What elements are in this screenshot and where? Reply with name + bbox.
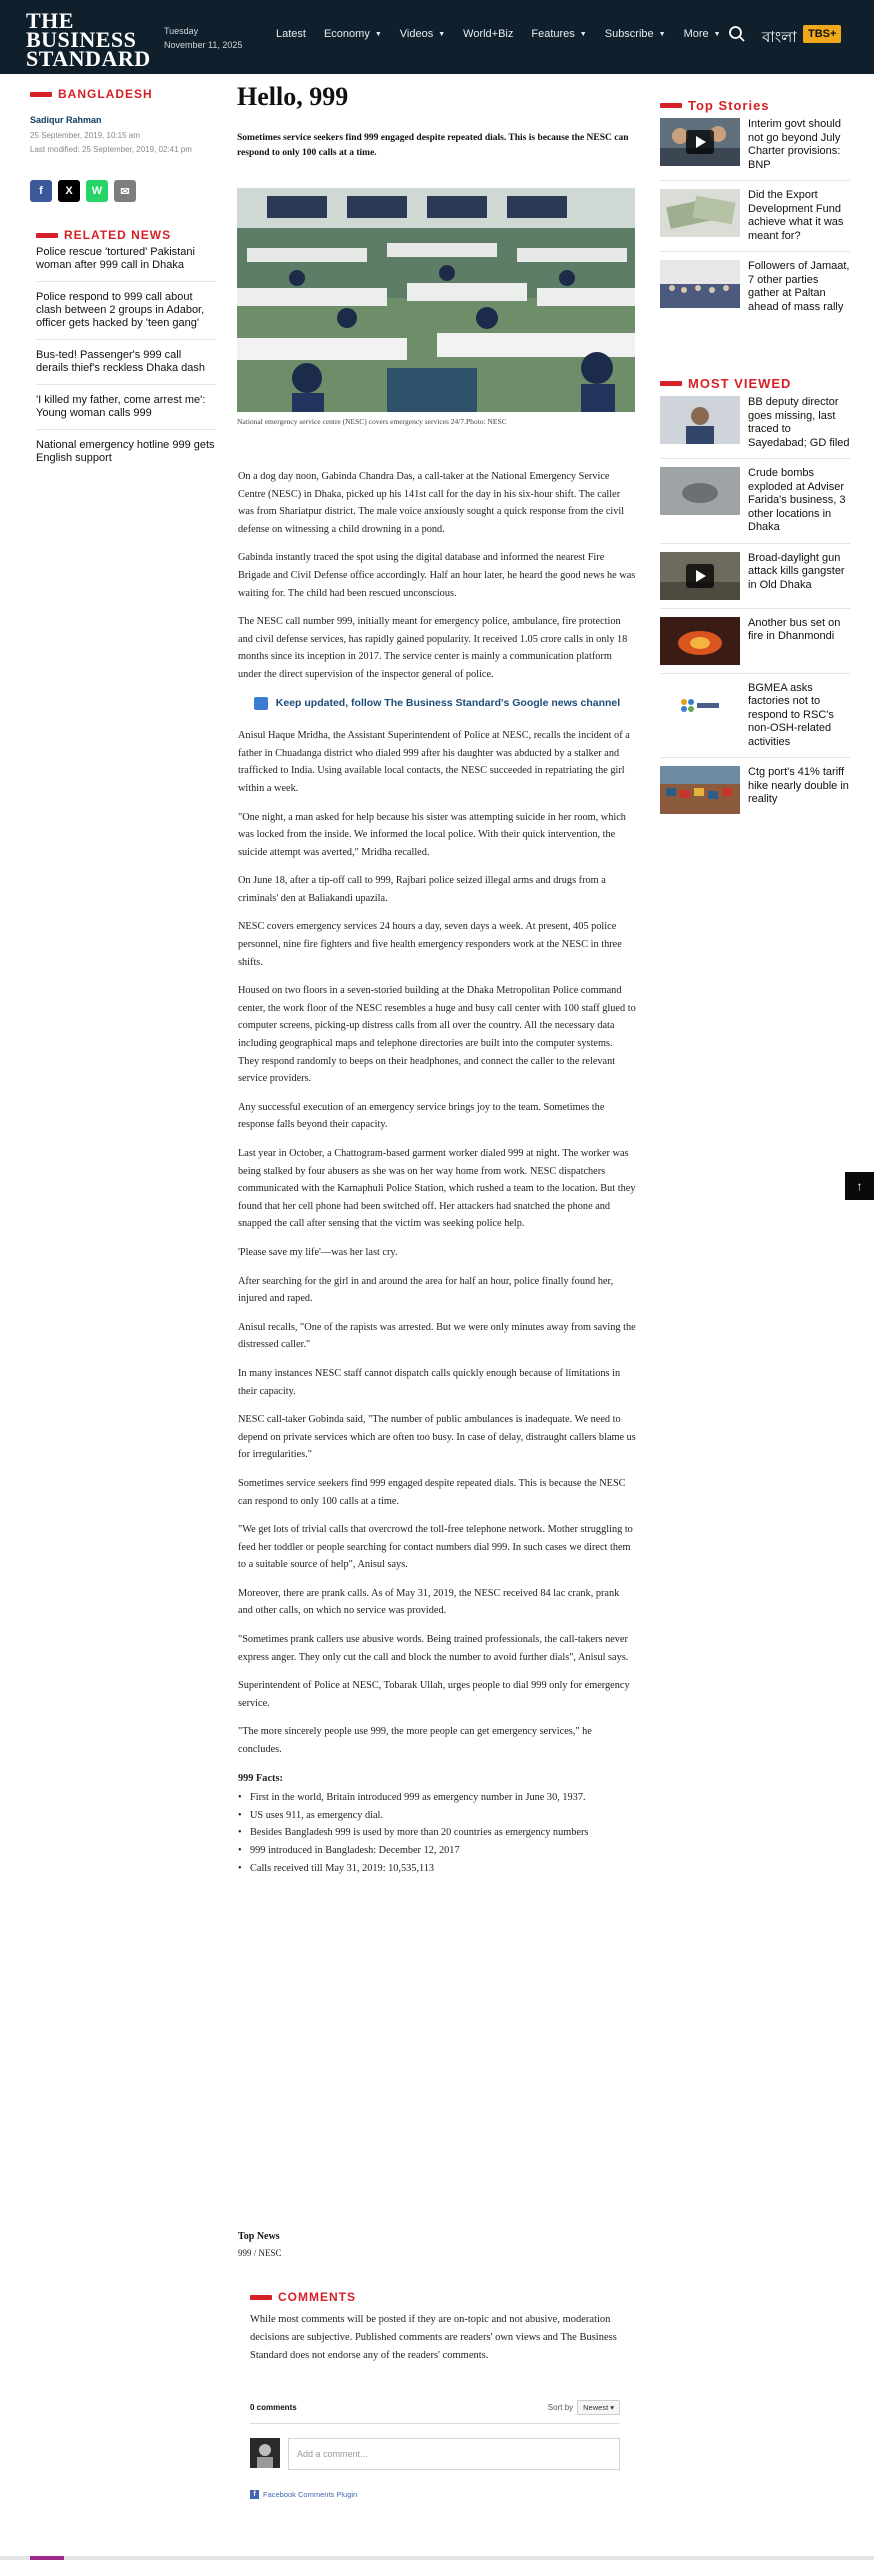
fact-item: • US uses 911, as emergency dial. [238, 1807, 636, 1825]
most-viewed-item[interactable] [660, 766, 850, 822]
section-name: BANGLADESH [58, 87, 153, 101]
hero-image [237, 188, 635, 412]
top-stories-text: Top Stories [688, 98, 770, 113]
top-story-item[interactable] [660, 260, 850, 322]
article-paragraph: After searching for the girl in and around the area for half an hour, police finally found her, injured and raped. [238, 1275, 614, 1305]
tags-title[interactable]: Top News [238, 2231, 280, 2242]
date-day: Tuesday [164, 26, 199, 36]
top-story-item[interactable] [660, 118, 850, 181]
related-news-item[interactable]: Police rescue 'tortured' Pakistani woman after 999 call in Dhaka [36, 246, 216, 282]
story-title: Another bus set on fire in Dhanmondi [748, 616, 841, 642]
related-news-list [36, 246, 216, 483]
logo-line-3: STANDARD [26, 46, 151, 71]
nav-label: Videos [399, 28, 434, 40]
article-paragraph: NESC covers emergency services 24 hours a day, seven days a week. At present, 405 police personnel, nine fire fighters and five health emergency responders work at the NESC in three shifts. [238, 921, 622, 968]
sort-select[interactable]: Newest ▾ [577, 2400, 620, 2415]
author-name[interactable]: Sadiqur Rahman [30, 115, 102, 125]
most-viewed-title [660, 376, 791, 391]
sort-label: Sort by [547, 2403, 574, 2412]
story-title: Followers of Jamaat, 7 other parties gather at Paltan ahead of mass rally [748, 260, 850, 313]
facebook-share-icon[interactable]: f [30, 180, 52, 202]
plugin-label: Facebook Comments Plugin [263, 2490, 358, 2499]
scroll-to-top-button[interactable] [845, 1172, 874, 1200]
related-title-text: RELATED NEWS [64, 228, 172, 242]
story-thumbnail [660, 552, 740, 600]
article-paragraph: Sometimes service seekers find 999 engaged despite repeated dials. This is because the NESC can respond to only 100 calls at a time. [238, 1477, 626, 1507]
most-viewed-text: MOST VIEWED [688, 376, 792, 391]
comment-input[interactable]: Add a comment... [288, 2438, 620, 2470]
story-thumbnail [660, 189, 740, 237]
nav-more[interactable] [684, 28, 721, 40]
facts-list [238, 1789, 636, 1877]
most-viewed-item[interactable] [660, 467, 850, 544]
most-viewed-item[interactable] [660, 396, 850, 459]
thumbnail-image [660, 766, 740, 814]
article-paragraph: Housed on two floors in a seven-storied building at the Dhaka Metropolitan Police command center, the work floor of the NESC resembles a huge and busy call center with 100 staff glued to computer screens, picking-up distress calls from all over the country. All the necessary data including geographical maps and telephone directories are built into the computer systems. They respond randomly to beeps on their headphones, and connect the caller to the relevant service providers. [238, 985, 636, 1085]
published-date: 25 September, 2019, 10:15 am [30, 131, 140, 140]
footer-accent [30, 2556, 64, 2560]
top-stories-title [660, 98, 770, 113]
section-bar [250, 2295, 272, 2300]
article-paragraph: The NESC call number 999, initially meant for emergency police, ambulance, fire protection and civil defense services, has rapidly gained popularity. It received 1.05 crore calls in only 18 months since its inception in 2017. The service center is mainly a communication platform under the direct supervision of the inspector general of police. [238, 616, 628, 680]
article-paragraph: "Sometimes prank callers use abusive words. Being trained professionals, the call-takers never express anger. They only cut the call and block the number to avoid further dials", Anisul says. [238, 1634, 629, 1663]
video-play-icon [686, 130, 714, 154]
google-news-link[interactable] [238, 695, 636, 713]
logo-line-1: THE [26, 8, 74, 33]
call-center-photo [237, 188, 635, 412]
fact-item: • 999 introduced in Bangladesh: December 12, 2017 [238, 1842, 636, 1860]
facebook-icon: f [250, 2490, 259, 2499]
caret-down-icon: ▼ [374, 30, 382, 38]
section-label[interactable] [30, 87, 153, 101]
section-bar [30, 92, 52, 97]
most-viewed-item[interactable] [660, 617, 850, 674]
story-thumbnail [660, 766, 740, 814]
related-news-title [36, 228, 171, 242]
main-nav [276, 28, 739, 40]
nav-world-biz[interactable] [463, 28, 513, 40]
caret-down-icon: ▼ [579, 30, 587, 38]
story-thumbnail [660, 260, 740, 308]
article-paragraph: On June 18, after a tip-off call to 999, Rajbari police seized illegal arms and drugs from a criminals' den at Baliakandi upazila. [238, 875, 606, 904]
fact-item: • First in the world, Britain introduced 999 as emergency number in June 30, 1937. [238, 1789, 636, 1807]
article-intro: Sometimes service seekers find 999 engaged despite repeated dials. This is because the NESC can respond to only 100 calls at a time. [237, 133, 629, 158]
footer-divider [0, 2556, 874, 2560]
facebook-comments [250, 2400, 620, 2499]
story-title: Interim govt should not go beyond July Charter provisions: BNP [748, 118, 841, 171]
nav-videos[interactable] [400, 28, 445, 40]
article-headline: Hello, 999 [237, 82, 349, 111]
x-share-icon[interactable]: X [58, 180, 80, 202]
header-date [164, 24, 242, 52]
top-stories-list [660, 118, 850, 330]
article-paragraph: Superintendent of Police at NESC, Tobarak Ullah, urges people to dial 999 only for emergency service. [238, 1680, 630, 1709]
nav-label: World+Biz [463, 28, 514, 40]
most-viewed-list [660, 396, 850, 830]
google-news-text: Keep updated, follow The Business Standard's Google news channel [275, 696, 621, 709]
nav-label: Subscribe [604, 28, 654, 40]
article-paragraph: Anisul Haque Mridha, the Assistant Superintendent of Police at NESC, recalls the incident of a father in Chuadanga district who dialed 999 after his daughter was abducted by a stalker and trafficked to India. Using available local contacts, the NESC succeeded in repatriating the girl within a week. [238, 730, 630, 794]
thumbnail-image [660, 467, 740, 515]
avatar [250, 2438, 280, 2468]
date-full: November 11, 2025 [164, 40, 243, 50]
article-tags[interactable]: 999 / NESC [238, 2248, 282, 2258]
thumbnail-image [660, 396, 740, 444]
story-thumbnail [660, 467, 740, 515]
article-paragraph: Last year in October, a Chattogram-based garment worker dialed 999 at night. The worker was being stalked by four abusers as she was on her way home from work. NESC dispatchers communicated with the Karnaphuli Police Station, which rushed a team to the location. But they found that her cell phone had been switched off. Her attackers had snatched the phone and snapped the call after sensing that the victim was seeking police help. [238, 1148, 636, 1230]
article-paragraph: In many instances NESC staff cannot dispatch calls quickly enough because of limitations in their capacity. [238, 1367, 621, 1397]
story-title: Crude bombs exploded at Adviser Farida's business, 3 other locations in Dhaka [748, 467, 846, 533]
article-paragraph: Moreover, there are prank calls. As of May 31, 2019, the NESC received 84 lac crank, prank and other calls, on which no service was provided. [238, 1587, 620, 1617]
article-paragraph: "We get lots of trivial calls that overcrowd the toll-free telephone network. Mother struggling to feed her toddler or people searching for contact numbers dial 999. In such cases we direct them to a suitable source of help", Anisul says. [238, 1524, 633, 1571]
bangla-link[interactable]: বাংলা [762, 29, 797, 46]
comment-count: 0 comments [250, 2403, 297, 2412]
caret-down-icon: ▼ [713, 30, 721, 38]
video-play-icon [686, 564, 714, 588]
article-paragraph: NESC call-taker Gobinda said, "The number of public ambulances is inadequate. We need to depend on private services which are often too busy. In case of delay, distraught callers blame us for irregularities." [238, 1414, 636, 1461]
story-thumbnail [660, 118, 740, 166]
search-icon[interactable] [728, 25, 746, 43]
whatsapp-share-icon[interactable]: W [86, 180, 108, 202]
story-title: Ctg port's 41% tariff hike nearly double in reality [748, 766, 849, 805]
fact-item: • Besides Bangladesh 999 is used by more than 20 countries as emergency numbers [238, 1824, 636, 1842]
nav-features[interactable] [531, 28, 586, 40]
article-paragraph: "The more sincerely people use 999, the more people can get emergency services," he concludes. [238, 1726, 592, 1756]
modified-date: Last modified: 25 September, 2019, 02:41 pm [30, 145, 192, 154]
fact-item: • Calls received till May 31, 2019: 10,535,113 [238, 1860, 636, 1878]
arrow-up-icon: ↑ [856, 1179, 863, 1193]
google-news-icon [254, 697, 268, 710]
story-title: Did the Export Development Fund achieve what it was meant for? [748, 189, 844, 242]
comments-title [250, 2290, 356, 2304]
avatar-image [250, 2438, 280, 2468]
related-news-item[interactable]: 'I killed my father, come arrest me': Young woman calls 999 [36, 394, 216, 430]
nav-label: Economy [323, 28, 370, 40]
site-logo[interactable] [26, 8, 151, 71]
email-share-icon[interactable]: ✉ [114, 180, 136, 202]
facebook-plugin-link[interactable] [250, 2490, 620, 2499]
site-header [0, 0, 874, 74]
comments-title-text: COMMENTS [278, 2290, 356, 2304]
article-paragraph: Gabinda instantly traced the spot using the digital database and informed the nearest Fire Brigade and Civil Defense office accordingly. Half an hour later, he heard the good news he was waiting for. The child had been rescued unconscious. [238, 552, 636, 599]
share-buttons [30, 180, 136, 202]
top-story-item[interactable] [660, 189, 850, 252]
section-bar [660, 381, 682, 386]
related-news-item[interactable]: Bus-ted! Passenger's 999 call derails thief's reckless Dhaka dash [36, 349, 216, 385]
nav-label: Latest [276, 28, 306, 40]
sort-control [548, 2400, 620, 2415]
thumbnail-image [660, 617, 740, 665]
related-news-item[interactable]: Police respond to 999 call about clash between 2 groups in Adabor, officer gets hacked by 'teen gang' [36, 291, 216, 340]
story-title: BB deputy director goes missing, last traced to Sayedabad; GD filed [748, 396, 850, 449]
comment-input-row [250, 2438, 620, 2470]
story-thumbnail [660, 617, 740, 665]
article-paragraph: On a dog day noon, Gabinda Chandra Das, a call-taker at the National Emergency Service Centre (NESC) in Dhaka, picked up his 141st call for the day in his six-hour shift. The caller was from Shariatpur district. The male voice anxiously sought a quick response from the civil defense on witnessing a child drowning in a pond. [238, 471, 625, 535]
comments-disclaimer: While most comments will be posted if they are on-topic and not abusive, moderation decisions are subjective. Published comments are readers' own views and The Business Standard does not endorse any of the readers' comments. [250, 2314, 617, 2361]
most-viewed-item[interactable] [660, 682, 850, 759]
story-title: Broad-daylight gun attack kills gangster in Old Dhaka [748, 551, 845, 591]
story-title: BGMEA asks factories not to respond to RSC's non-OSH-related activities [748, 681, 834, 748]
nav-label: Features [531, 28, 575, 40]
thumbnail-image [660, 260, 740, 308]
most-viewed-item[interactable] [660, 552, 850, 609]
nav-economy[interactable] [324, 28, 382, 40]
article-body [238, 468, 636, 1885]
nav-subscribe[interactable] [605, 28, 666, 40]
facts-title: 999 Facts: [238, 1772, 283, 1784]
nav-label: More [683, 28, 709, 40]
logo-line-2: BUSINESS [26, 27, 137, 52]
image-caption: National emergency service centre (NESC) covers emergency services 24/7.Photo: NESC [237, 417, 507, 426]
caret-down-icon: ▼ [658, 30, 666, 38]
story-thumbnail [660, 682, 740, 730]
caret-down-icon: ▼ [438, 30, 446, 38]
tbs-plus-badge[interactable]: TBS+ [803, 25, 841, 43]
related-news-item[interactable]: National emergency hotline 999 gets English support [36, 439, 215, 464]
thumbnail-image [660, 682, 740, 730]
article-paragraph: Anisul recalls, "One of the rapists was arrested. But we were only minutes away from saving the distressed caller." [238, 1321, 636, 1351]
section-bar [660, 103, 682, 108]
story-thumbnail [660, 396, 740, 444]
comments-header [250, 2400, 620, 2424]
article-paragraph: "One night, a man asked for help because his sister was attempting suicide in her room, which was locked from the inside. We informed the local police. With their quick intervention, the suicide attempt was averted," Mridha recalled. [238, 811, 626, 858]
article-paragraph: 'Please save my life'—was her last cry. [238, 1246, 398, 1258]
nav-latest[interactable] [276, 28, 306, 40]
article-paragraph: Any successful execution of an emergency service brings joy to the team. Sometimes the response falls beyond their capacity. [238, 1101, 605, 1131]
thumbnail-image [660, 189, 740, 237]
section-bar [36, 233, 58, 238]
